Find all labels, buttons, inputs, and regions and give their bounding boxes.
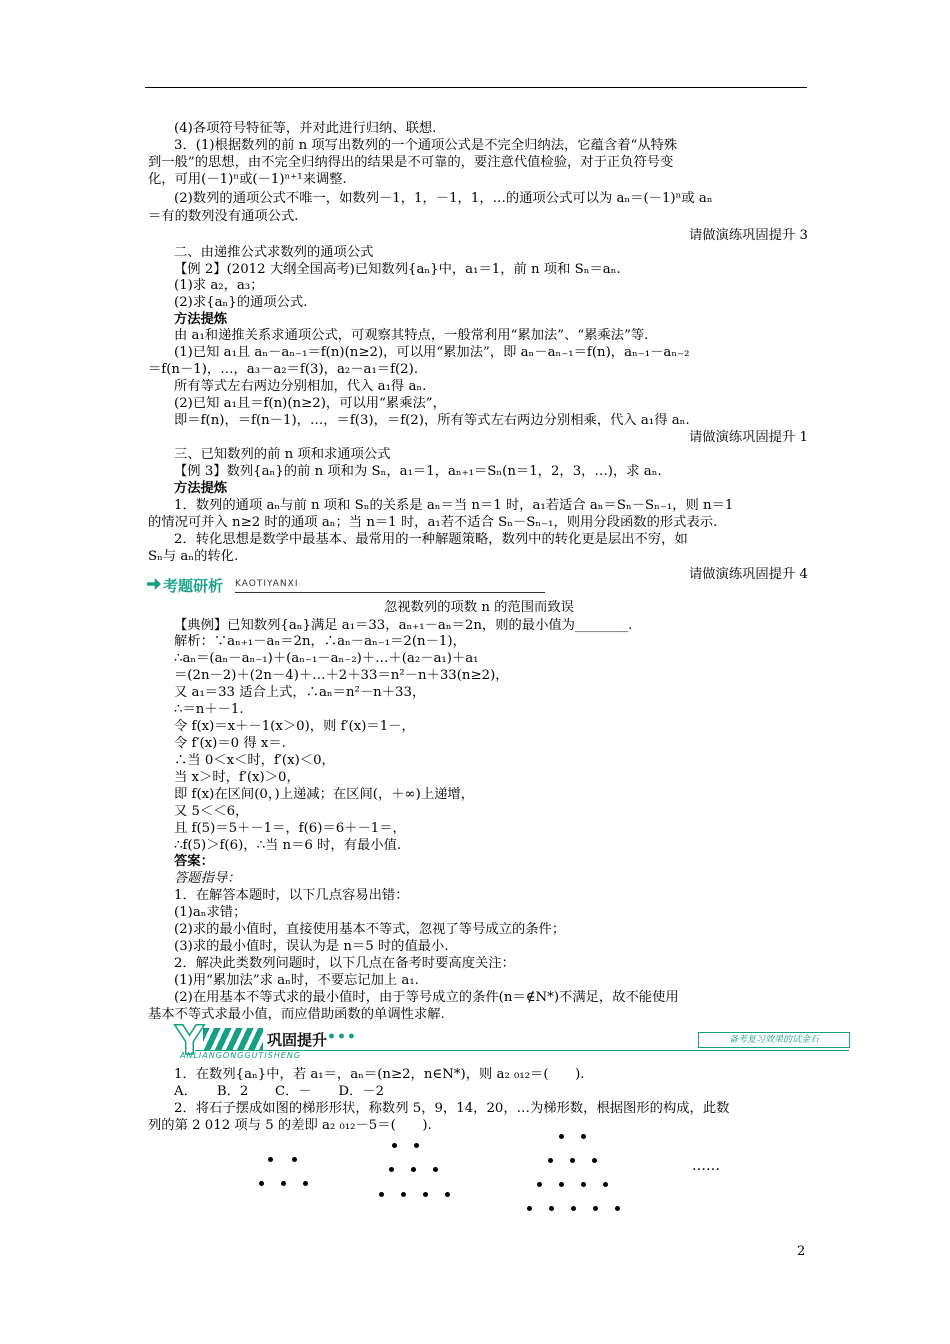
text-line: Sₙ与 aₙ的转化. <box>148 549 239 564</box>
text-line: 解析：∵aₙ₊₁－aₙ＝2n，∴aₙ－aₙ₋₁＝2(n－1)， <box>174 634 466 649</box>
stone-dot <box>392 1143 397 1148</box>
stone-dot <box>615 1206 620 1211</box>
text-line: 1．数列的通项 aₙ与前 n 项和 Sₙ的关系是 aₙ＝当 n＝1 时，a₁若适合 aₙ＝Sₙ－Sₙ₋₁，则 n＝1 <box>174 498 734 513</box>
text-line: ＝有的数列没有通项公式. <box>148 209 299 224</box>
banner-line <box>235 592 545 593</box>
banner-title: 考题研析 <box>163 577 224 595</box>
text-line: 2．将石子摆成如图的梯形形状，称数列 5，9，14，20，…为梯形数，根据图形的构成，此数 <box>174 1101 730 1116</box>
text-line: 即＝f(n)，＝f(n－1)，…，＝f(3)，＝f(2)，所有等式左右两边分别相乘，代入 a₁得 aₙ. <box>174 413 690 428</box>
text-line: (1)求 a₂，a₃； <box>174 278 264 293</box>
text-line: 令 f(x)＝x＋－1(x＞0)，则 f′(x)＝1－， <box>174 719 415 734</box>
header-rule <box>145 87 807 88</box>
stripe-decoration <box>203 1028 263 1050</box>
text-line: 1．在解答本题时，以下几点容易出错： <box>174 888 409 903</box>
text-line: 到一般”的思想，由不完全归纳得出的结果是不可靠的，要注意代值检验，对于正负符号变 <box>148 155 674 170</box>
practice-note: 请做演练巩固提升 1 <box>688 430 808 445</box>
text-line: ∴f(5)＞f(6)，∴当 n＝6 时，有最小值. <box>174 838 402 853</box>
text-line: 又 a₁＝33 适合上式，∴aₙ＝n²－n＋33， <box>174 685 426 700</box>
text-line: ∴当 0＜x＜时，f′(x)＜0， <box>174 753 335 768</box>
stone-dot <box>379 1192 384 1197</box>
stone-dot <box>423 1192 428 1197</box>
page-number: 2 <box>797 1244 806 1259</box>
text-line: (2)求{aₙ}的通项公式. <box>174 295 308 310</box>
text-line: 即 f(x)在区间(0，)上递减；在区间(，＋∞)上递增， <box>174 787 475 802</box>
stone-dot <box>549 1206 554 1211</box>
text-line: ＝f(n－1)，…，a₃－a₂＝f(3)，a₂－a₁＝f(2). <box>148 362 419 377</box>
stone-dot <box>281 1181 286 1186</box>
text-line: 2．转化思想是数学中最基本、最常用的一种解题策略，数列中的转化更是层出不穷，如 <box>174 532 688 547</box>
text-line: 基本不等式求最小值，而应借助函数的单调性求解. <box>148 1007 445 1022</box>
text-line: 的情况可并入 n≥2 时的通项 aₙ；当 n＝1 时，a₁若不适合 Sₙ－Sₙ₋₁，则用分段函数的形式表示. <box>148 515 718 530</box>
text-line: (2)数列的通项公式不唯一，如数列－1，1，－1，1，…的通项公式可以为 aₙ＝(－1)ⁿ或 aₙ <box>174 191 713 206</box>
stone-dot <box>559 1182 564 1187</box>
stone-dot <box>433 1167 438 1172</box>
text-line: 【例 3】数列{aₙ}的前 n 项和为 Sₙ，a₁＝1，aₙ₊₁＝Sₙ(n＝1，2，3，…)，求 aₙ. <box>174 464 662 479</box>
text-line: 答题指导： <box>174 871 241 886</box>
stone-dot <box>401 1192 406 1197</box>
stone-dot <box>559 1134 564 1139</box>
text-line: 答案： <box>174 854 214 869</box>
stone-dot <box>537 1182 542 1187</box>
banner-subtitle: ANLIANGONGGUTISHENG <box>180 1051 302 1060</box>
text-line: 3．(1)根据数列的前 n 项写出数列的一个通项公式是不完全归纳法，它蕴含着“从特殊 <box>174 138 678 153</box>
stone-dot <box>292 1157 297 1162</box>
text-line: 【典例】已知数列{aₙ}满足 a₁＝33，aₙ₊₁－aₙ＝2n，则的最小值为________. <box>174 618 633 633</box>
text-line: ∴aₙ＝(aₙ－aₙ₋₁)＋(aₙ₋₁－aₙ₋₂)＋…＋(a₂－a₁)＋a₁ <box>174 651 479 666</box>
stone-dot <box>389 1167 394 1172</box>
text-line: (2)已知 a₁且＝f(n)(n≥2)，可以用“累乘法”， <box>174 396 446 411</box>
text-line: ∴＝n＋－1. <box>174 702 244 717</box>
stone-dot <box>571 1206 576 1211</box>
text-line: 令 f′(x)＝0 得 x＝. <box>174 736 286 751</box>
gonggutisheng-banner <box>175 1018 850 1064</box>
text-line: (1)aₙ求错； <box>174 905 247 920</box>
text-line: (2)在用基本不等式求的最小值时，由于等号成立的条件(n＝∉N*)不满足，故不能使用 <box>174 990 679 1005</box>
text-line: 方法提炼 <box>174 312 228 327</box>
stone-dot <box>259 1181 264 1186</box>
text-line: 且 f(5)＝5＋－1＝，f(6)＝6＋－1＝， <box>174 821 406 836</box>
y-logo-icon: Y <box>175 1018 204 1064</box>
arrow-icon <box>147 578 161 590</box>
stone-dot <box>411 1167 416 1172</box>
banner-title: 巩固提升 <box>267 1031 328 1049</box>
practice-note: 请做演练巩固提升 4 <box>688 567 808 582</box>
text-line: 由 a₁和递推关系求通项公式，可观察其特点，一般常利用“累加法”、“累乘法”等. <box>174 328 649 343</box>
stone-dot <box>603 1182 608 1187</box>
text-line: 1．在数列{aₙ}中，若 a₁＝，aₙ＝(n≥2，n∈N*)，则 a₂ ₀₁₂＝( ). <box>174 1067 585 1082</box>
text-line: 又 5＜＜6， <box>174 804 249 819</box>
stone-dot <box>548 1158 553 1163</box>
text-line: ＝(2n－2)＋(2n－4)＋…＋2＋33＝n²－n＋33(n≥2)， <box>174 668 509 683</box>
stone-dot <box>570 1158 575 1163</box>
text-line: 所有等式左右两边分别相加，代入 a₁得 aₙ. <box>174 379 427 394</box>
text-line: 二、由递推公式求数列的通项公式 <box>174 245 374 260</box>
text-line: (4)各项符号特征等，并对此进行归纳、联想. <box>174 121 437 136</box>
banner-dots: ••• <box>327 1029 357 1045</box>
text-line: A． B．2 C．－ D．－2 <box>174 1084 385 1099</box>
stone-dot <box>581 1182 586 1187</box>
stone-dot <box>593 1206 598 1211</box>
stone-dot <box>581 1134 586 1139</box>
section-title: 忽视数列的项数 n 的范围而致误 <box>384 600 574 615</box>
text-line: 三、已知数列的前 n 项和求通项公式 <box>174 447 391 462</box>
kaotiyanxi-banner <box>147 576 447 594</box>
banner-subtitle: KAOTIYANXI <box>235 579 299 589</box>
text-line: 列的第 2 012 项与 5 的差即 a₂ ₀₁₂－5＝( ). <box>148 1118 432 1133</box>
banner-tagline: 备考复习效果的试金石 <box>698 1032 850 1048</box>
text-line: (1)用“累加法”求 aₙ时，不要忘记加上 a₁. <box>174 973 419 988</box>
figure-ellipsis: …… <box>692 1158 720 1174</box>
text-line: 2．解决此类数列问题时，以下几点在备考时要高度关注： <box>174 956 515 971</box>
stone-dot <box>303 1181 308 1186</box>
text-line: 当 x＞时，f′(x)＞0， <box>174 770 300 785</box>
stone-dot <box>445 1192 450 1197</box>
practice-note: 请做演练巩固提升 3 <box>688 228 808 243</box>
text-line: 方法提炼 <box>174 481 228 496</box>
text-line: 【例 2】(2012 大纲全国高考)已知数列{aₙ}中，a₁＝1，前 n 项和 Sₙ＝aₙ. <box>174 262 621 277</box>
stone-dot <box>592 1158 597 1163</box>
stone-dot <box>414 1143 419 1148</box>
text-line: (3)求的最小值时，误认为是 n＝5 时的值最小. <box>174 939 449 954</box>
stone-dot <box>268 1157 273 1162</box>
text-line: (2)求的最小值时，直接使用基本不等式，忽视了等号成立的条件； <box>174 922 566 937</box>
text-line: 化，可用(－1)ⁿ或(－1)ⁿ⁺¹来调整. <box>148 172 347 187</box>
stone-dot <box>527 1206 532 1211</box>
text-line: (1)已知 a₁且 aₙ－aₙ₋₁＝f(n)(n≥2)，可以用“累加法”，即 aₙ－aₙ₋₁＝f(n)，aₙ₋₁－aₙ₋₂ <box>174 345 690 360</box>
